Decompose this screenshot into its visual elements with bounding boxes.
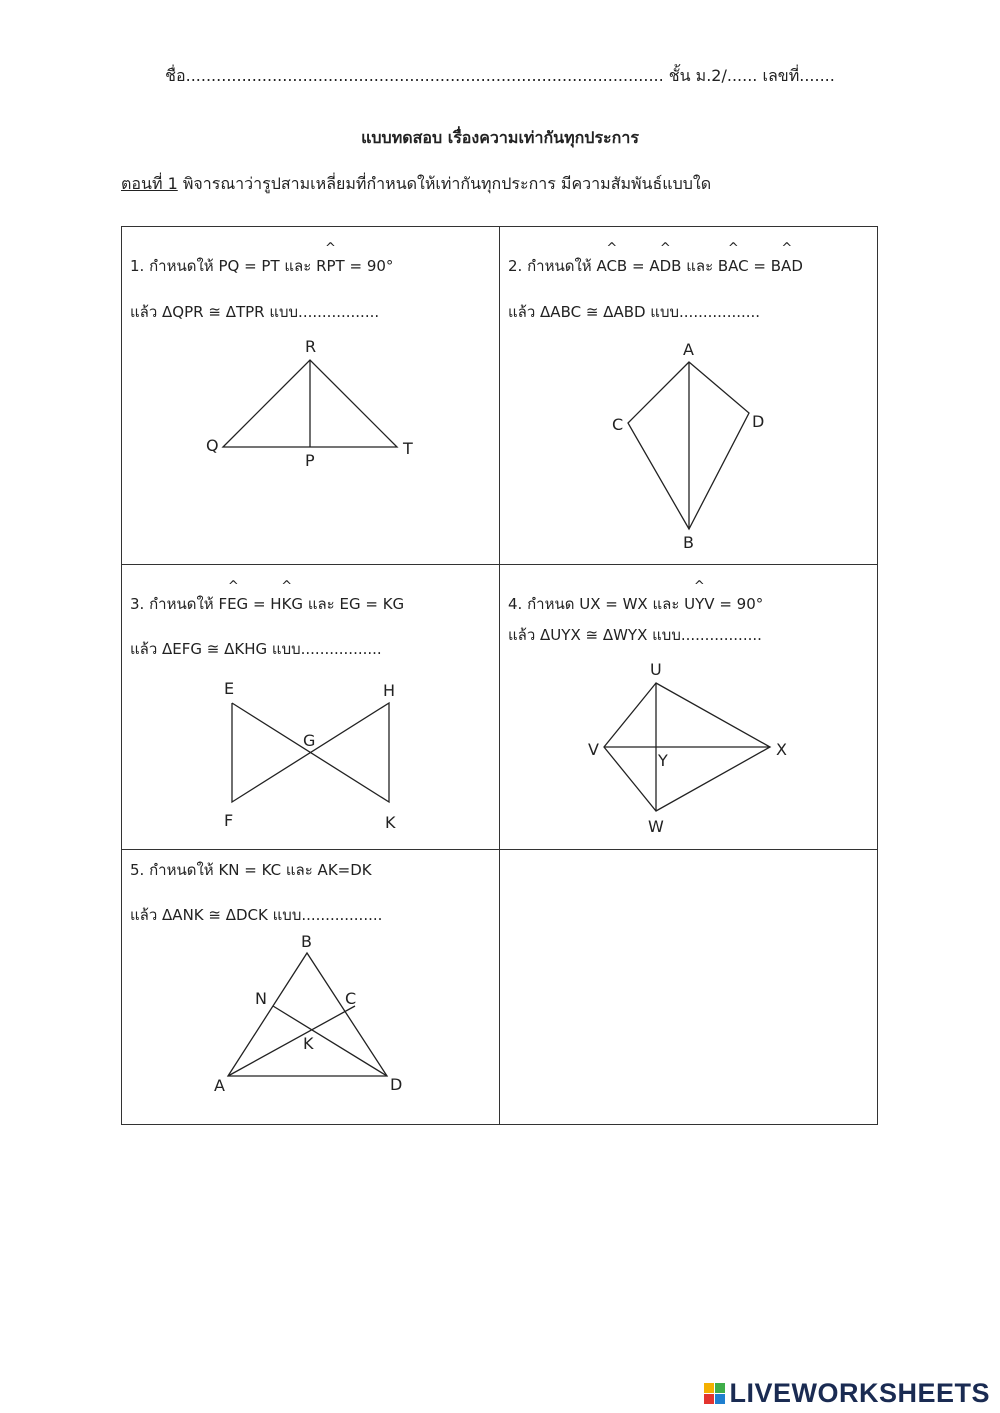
q5-label-c: C (345, 989, 357, 1008)
grid-divider-row2 (121, 849, 878, 850)
q1-angle: ^ RPT (316, 257, 345, 275)
q3-given: 3. กำหนดให้ ^ FEG = ^ HKG และ EG = KG (130, 592, 404, 616)
q5-label-b: B (301, 932, 312, 951)
part-label: ตอนที่ 1 (121, 174, 178, 193)
q4-then: แล้ว ΔUYX ≅ ΔWYX แบบ................. (508, 626, 762, 644)
q2-then: แล้ว ΔABC ≅ ΔABD แบบ................. (508, 303, 761, 321)
q3-figure (121, 670, 499, 840)
q3-label-g: G (303, 731, 316, 750)
q5-given: 5. กำหนดให้ KN = KC และ AK=DK (130, 861, 372, 879)
q5-label-a: A (214, 1076, 225, 1095)
q4-label-w: W (648, 817, 664, 836)
q3-label-k: K (385, 813, 396, 832)
q2-given: 2. กำหนดให้ ^ ACB = ^ ADB และ ^ BAC = ^ BAD (508, 254, 803, 278)
q5-label-d: D (390, 1075, 403, 1094)
q2-label-b: B (683, 533, 694, 552)
q3-label-f: F (224, 811, 234, 830)
q5-segment-ac (228, 1006, 355, 1076)
grid-divider-row1 (121, 564, 878, 565)
brand-text: LIVEWORKSHEETS (729, 1378, 990, 1408)
q1-label-q: Q (206, 436, 219, 455)
part-text: พิจารณาว่ารูปสามเหลี่ยมที่กำหนดให้เท่ากันทุกประการ มีความสัมพันธ์แบบใด (177, 174, 712, 193)
q2-label-c: C (612, 415, 624, 434)
q1-label-p: P (305, 451, 315, 470)
q5-then: แล้ว ΔANK ≅ ΔDCK แบบ................. (130, 906, 383, 924)
q1-label-r: R (305, 337, 317, 356)
q4-figure (500, 655, 878, 845)
q4-label-u: U (650, 660, 662, 679)
q5-label-k: K (303, 1034, 314, 1053)
q4-label-v: V (588, 740, 599, 759)
q5-triangle (228, 953, 387, 1076)
part-instruction (121, 172, 711, 197)
q3-label-h: H (383, 681, 396, 700)
q5-figure (121, 928, 499, 1118)
worksheet-title: แบบทดสอบ เรื่องความเท่ากันทุกประการ (361, 128, 639, 147)
q4-label-y: Y (658, 751, 668, 770)
liveworksheets-logo (704, 1378, 990, 1409)
q5-label-n: N (255, 989, 267, 1008)
q2-label-d: D (752, 412, 765, 431)
q2-figure (500, 335, 878, 560)
q1-figure (121, 330, 499, 480)
q3-bowtie (232, 703, 389, 802)
q4-label-x: X (776, 740, 787, 759)
q1-then: แล้ว ΔQPR ≅ ΔTPR แบบ................. (130, 303, 380, 321)
q4-given: 4. กำหนด UX = WX และ ^ UYV = 90° (508, 592, 763, 616)
name-class-number-line: ชื่อ.............................................................................................. ชั้น ม.2/...... เลขที่....... (165, 66, 835, 85)
q2-label-a: A (683, 340, 694, 359)
liveworksheets-icon (704, 1383, 726, 1405)
q1-label-t: T (403, 439, 413, 458)
q5-segment-nd (273, 1006, 387, 1076)
q3-then: แล้ว ΔEFG ≅ ΔKHG แบบ................. (130, 640, 382, 658)
q3-label-e: E (224, 679, 235, 698)
q1-given: 1. กำหนดให้ PQ = PT และ ^ RPT = 90° (130, 254, 393, 278)
